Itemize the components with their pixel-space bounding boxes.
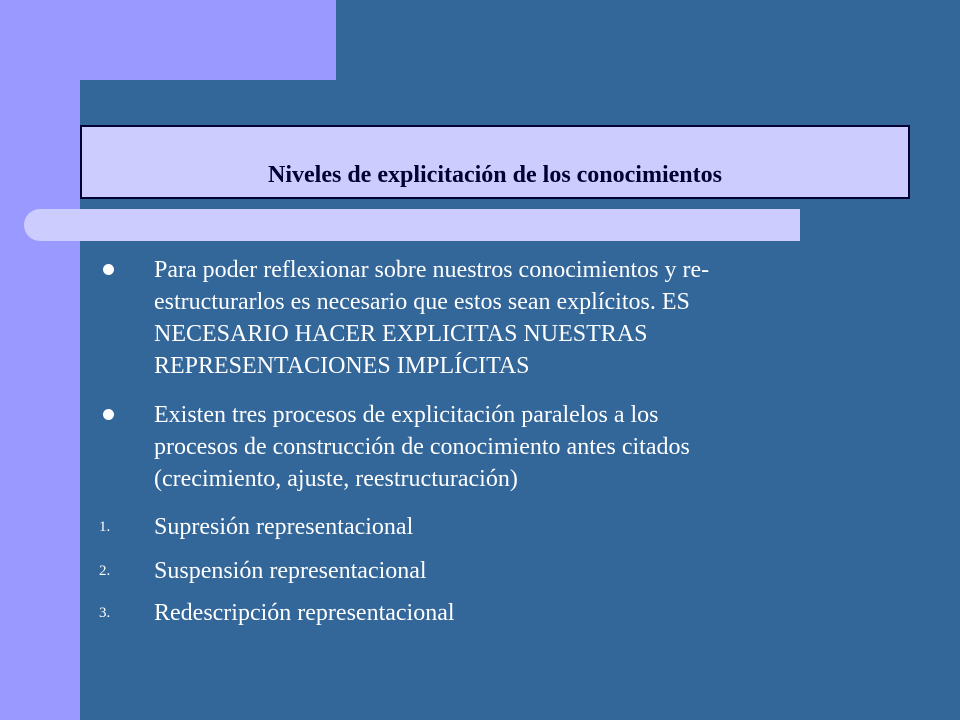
numbered-item-1: Supresión representacional <box>154 514 414 540</box>
slide-title: Niveles de explicitación de los conocimientos <box>268 162 722 188</box>
bullet-icon <box>103 409 114 420</box>
bullet-1-line-2: estructurarlos es necesario que estos sean explícitos. ES <box>154 289 690 315</box>
numbered-marker-1: 1. <box>99 519 111 535</box>
numbered-marker-3: 3. <box>99 605 111 621</box>
bullet-1-line-1: Para poder reflexionar sobre nuestros conocimientos y re- <box>154 257 710 283</box>
bullet-2-line-3: (crecimiento, ajuste, reestructuración) <box>154 466 518 492</box>
bullet-item-1 <box>154 254 874 382</box>
numbered-item-2: Suspensión representacional <box>154 558 427 584</box>
bullet-icon <box>103 264 114 275</box>
bullet-1-line-3: NECESARIO HACER EXPLICITAS NUESTRAS <box>154 321 648 347</box>
bullet-item-2 <box>154 399 874 495</box>
bullet-2-line-1: Existen tres procesos de explicitación paralelos a los <box>154 402 659 428</box>
bullet-2-line-2: procesos de construcción de conocimiento antes citados <box>154 434 690 460</box>
bullet-1-line-4: REPRESENTACIONES IMPLÍCITAS <box>154 353 530 379</box>
numbered-item-3: Redescripción representacional <box>154 600 455 626</box>
numbered-marker-2: 2. <box>99 563 111 579</box>
